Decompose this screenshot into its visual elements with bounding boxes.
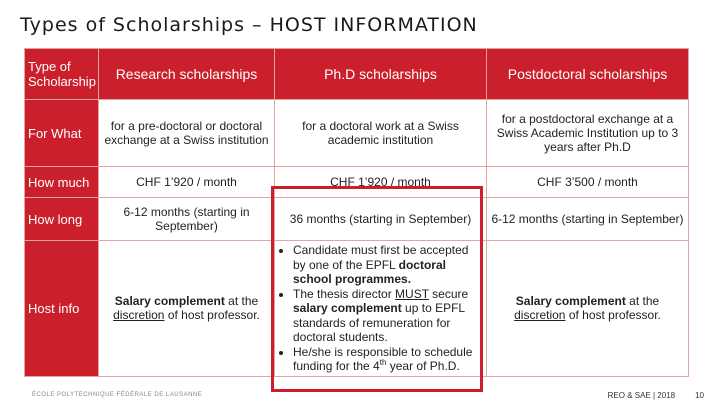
host-info-text: at the bbox=[224, 294, 259, 309]
row-how-long bbox=[25, 198, 689, 241]
row-how-much bbox=[25, 167, 689, 198]
cell-how-much-phd: CHF 1’920 / month bbox=[275, 167, 487, 198]
row-label-how-much: How much bbox=[25, 167, 99, 198]
cell-how-long-postdoc: 6-12 months (starting in September) bbox=[487, 198, 689, 241]
cell-for-what-postdoc: for a postdoctoral exchange at a Swiss Academic Institution up to 3 years after Ph.D bbox=[487, 100, 689, 167]
list-item: • Candidate must first be accepted by one of the EPFL doctoral school programmes. bbox=[293, 243, 482, 287]
row-label-host-info: Host info bbox=[25, 241, 99, 377]
list-item: • The thesis director MUST secure salary complement up to EPFL standards of remuneration for doctoral students. bbox=[293, 287, 482, 345]
doctoral-school-text: doctoral school programmes. bbox=[293, 257, 446, 286]
discretion-text: discretion bbox=[113, 308, 165, 323]
host-info-text: at the bbox=[625, 294, 660, 309]
footer-date: REO & SAE | 2018 bbox=[607, 391, 676, 400]
corner-cell: Type of Scholarship bbox=[25, 49, 99, 100]
cell-how-much-postdoc: CHF 3’500 / month bbox=[487, 167, 689, 198]
header-research: Research scholarships bbox=[99, 49, 275, 100]
phd-requirements-list bbox=[279, 243, 482, 374]
cell-for-what-research: for a pre-doctoral or doctoral exchange at a Swiss institution bbox=[99, 100, 275, 167]
cell-how-long-research: 6-12 months (starting in September) bbox=[99, 198, 275, 241]
host-info-text: of host professor. bbox=[164, 308, 260, 323]
page-number: 10 bbox=[695, 391, 704, 400]
slide-title: Types of Scholarships – HOST INFORMATION bbox=[20, 14, 478, 36]
cell-host-info-postdoc bbox=[487, 241, 689, 377]
host-info-text: of host professor. bbox=[565, 308, 661, 323]
institution-footer: ÉCOLE POLYTECHNIQUE FÉDÉRALE DE LAUSANNE bbox=[32, 392, 203, 398]
discretion-text: discretion bbox=[514, 308, 566, 323]
row-label-how-long: How long bbox=[25, 198, 99, 241]
list-item: • He/she is responsible to schedule funding for the 4th year of Ph.D. bbox=[293, 345, 482, 374]
cell-for-what-phd: for a doctoral work at a Swiss academic institution bbox=[275, 100, 487, 167]
salary-complement-text: Salary complement bbox=[515, 294, 626, 309]
row-label-for-what: For What bbox=[25, 100, 99, 167]
salary-complement-text: Salary complement bbox=[114, 294, 225, 309]
cell-how-long-phd: 36 months (starting in September) bbox=[275, 198, 487, 241]
footer-right bbox=[608, 391, 704, 400]
cell-how-much-research: CHF 1’920 / month bbox=[99, 167, 275, 198]
header-row bbox=[25, 49, 689, 100]
cell-host-info-phd bbox=[275, 241, 487, 377]
salary-complement-text: salary complement bbox=[293, 301, 402, 315]
row-for-what bbox=[25, 100, 689, 167]
cell-host-info-research bbox=[99, 241, 275, 377]
scholarship-table bbox=[24, 48, 689, 377]
row-host-info bbox=[25, 241, 689, 377]
header-postdoc: Postdoctoral scholarships bbox=[487, 49, 689, 100]
must-text: MUST bbox=[395, 286, 429, 301]
header-phd: Ph.D scholarships bbox=[275, 49, 487, 100]
